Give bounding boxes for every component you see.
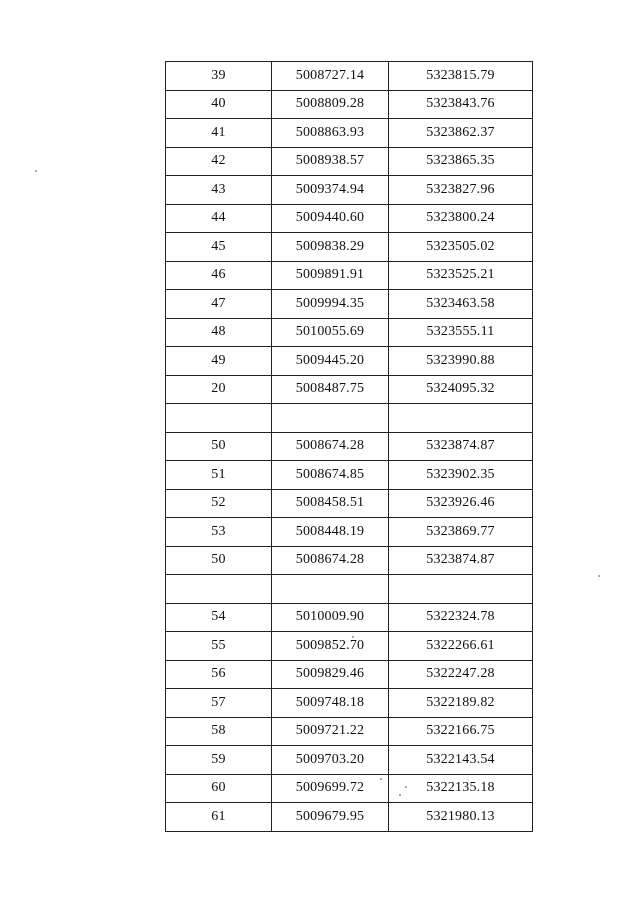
point-number: 47	[166, 290, 272, 319]
y-coordinate: 5321980.13	[389, 803, 533, 832]
table-row	[166, 803, 533, 832]
x-coordinate: 5009838.29	[272, 233, 389, 262]
scan-speck	[405, 786, 407, 788]
y-coordinate: 5323869.77	[389, 518, 533, 547]
x-coordinate: 5009703.20	[272, 746, 389, 775]
table-row	[166, 546, 533, 575]
y-coordinate: 5323874.87	[389, 432, 533, 461]
point-number: 52	[166, 489, 272, 518]
point-number: 48	[166, 318, 272, 347]
table-row	[166, 119, 533, 148]
table-row	[166, 375, 533, 404]
point-number: 42	[166, 147, 272, 176]
y-coordinate	[389, 404, 533, 433]
scan-speck	[35, 170, 37, 172]
table-row	[166, 689, 533, 718]
x-coordinate: 5009679.95	[272, 803, 389, 832]
y-coordinate: 5323874.87	[389, 546, 533, 575]
y-coordinate: 5323926.46	[389, 489, 533, 518]
point-number: 50	[166, 546, 272, 575]
y-coordinate	[389, 575, 533, 604]
table-row	[166, 432, 533, 461]
x-coordinate: 5010055.69	[272, 318, 389, 347]
x-coordinate: 5009374.94	[272, 176, 389, 205]
x-coordinate: 5008674.28	[272, 432, 389, 461]
x-coordinate	[272, 575, 389, 604]
x-coordinate: 5010009.90	[272, 603, 389, 632]
point-number	[166, 575, 272, 604]
y-coordinate: 5323990.88	[389, 347, 533, 376]
point-number	[166, 404, 272, 433]
table-row	[166, 461, 533, 490]
table-row	[166, 746, 533, 775]
point-number: 39	[166, 62, 272, 91]
table-row	[166, 62, 533, 91]
point-number: 46	[166, 261, 272, 290]
table-row-separator	[166, 575, 533, 604]
point-number: 45	[166, 233, 272, 262]
x-coordinate: 5008863.93	[272, 119, 389, 148]
point-number: 40	[166, 90, 272, 119]
point-number: 51	[166, 461, 272, 490]
y-coordinate: 5322324.78	[389, 603, 533, 632]
table-row	[166, 290, 533, 319]
table-row	[166, 176, 533, 205]
point-number: 43	[166, 176, 272, 205]
table-row	[166, 147, 533, 176]
point-number: 56	[166, 660, 272, 689]
x-coordinate: 5008727.14	[272, 62, 389, 91]
table-row	[166, 204, 533, 233]
x-coordinate: 5009994.35	[272, 290, 389, 319]
x-coordinate: 5008674.85	[272, 461, 389, 490]
x-coordinate: 5009699.72	[272, 774, 389, 803]
x-coordinate: 5009445.20	[272, 347, 389, 376]
y-coordinate: 5323862.37	[389, 119, 533, 148]
x-coordinate: 5008938.57	[272, 147, 389, 176]
x-coordinate: 5008487.75	[272, 375, 389, 404]
y-coordinate: 5322247.28	[389, 660, 533, 689]
table-row	[166, 347, 533, 376]
table-row	[166, 774, 533, 803]
table-row	[166, 660, 533, 689]
point-number: 55	[166, 632, 272, 661]
table-row	[166, 90, 533, 119]
x-coordinate: 5009829.46	[272, 660, 389, 689]
scan-speck	[598, 575, 600, 577]
table-row	[166, 632, 533, 661]
y-coordinate: 5323800.24	[389, 204, 533, 233]
table-row	[166, 318, 533, 347]
y-coordinate: 5323865.35	[389, 147, 533, 176]
y-coordinate: 5322266.61	[389, 632, 533, 661]
point-number: 58	[166, 717, 272, 746]
table-row-separator	[166, 404, 533, 433]
table-row	[166, 233, 533, 262]
scan-speck	[380, 778, 382, 780]
y-coordinate: 5323555.11	[389, 318, 533, 347]
point-number: 20	[166, 375, 272, 404]
point-number: 54	[166, 603, 272, 632]
point-number: 57	[166, 689, 272, 718]
scan-speck	[352, 636, 354, 638]
table-row	[166, 518, 533, 547]
y-coordinate: 5323827.96	[389, 176, 533, 205]
x-coordinate: 5008458.51	[272, 489, 389, 518]
point-number: 60	[166, 774, 272, 803]
x-coordinate: 5009891.91	[272, 261, 389, 290]
scan-speck	[399, 794, 401, 796]
y-coordinate: 5323902.35	[389, 461, 533, 490]
point-number: 44	[166, 204, 272, 233]
y-coordinate: 5322189.82	[389, 689, 533, 718]
coordinate-table-body	[166, 62, 533, 832]
point-number: 53	[166, 518, 272, 547]
x-coordinate: 5009440.60	[272, 204, 389, 233]
x-coordinate: 5008809.28	[272, 90, 389, 119]
point-number: 59	[166, 746, 272, 775]
point-number: 49	[166, 347, 272, 376]
y-coordinate: 5323505.02	[389, 233, 533, 262]
table-row	[166, 261, 533, 290]
y-coordinate: 5322135.18	[389, 774, 533, 803]
y-coordinate: 5323525.21	[389, 261, 533, 290]
point-number: 41	[166, 119, 272, 148]
y-coordinate: 5324095.32	[389, 375, 533, 404]
y-coordinate: 5323843.76	[389, 90, 533, 119]
x-coordinate: 5008448.19	[272, 518, 389, 547]
y-coordinate: 5323815.79	[389, 62, 533, 91]
x-coordinate: 5009748.18	[272, 689, 389, 718]
x-coordinate	[272, 404, 389, 433]
x-coordinate: 5009852.70	[272, 632, 389, 661]
point-number: 50	[166, 432, 272, 461]
table-row	[166, 717, 533, 746]
x-coordinate: 5008674.28	[272, 546, 389, 575]
table-row	[166, 489, 533, 518]
table-row	[166, 603, 533, 632]
y-coordinate: 5322166.75	[389, 717, 533, 746]
point-number: 61	[166, 803, 272, 832]
coordinate-table	[165, 61, 533, 832]
y-coordinate: 5322143.54	[389, 746, 533, 775]
x-coordinate: 5009721.22	[272, 717, 389, 746]
y-coordinate: 5323463.58	[389, 290, 533, 319]
